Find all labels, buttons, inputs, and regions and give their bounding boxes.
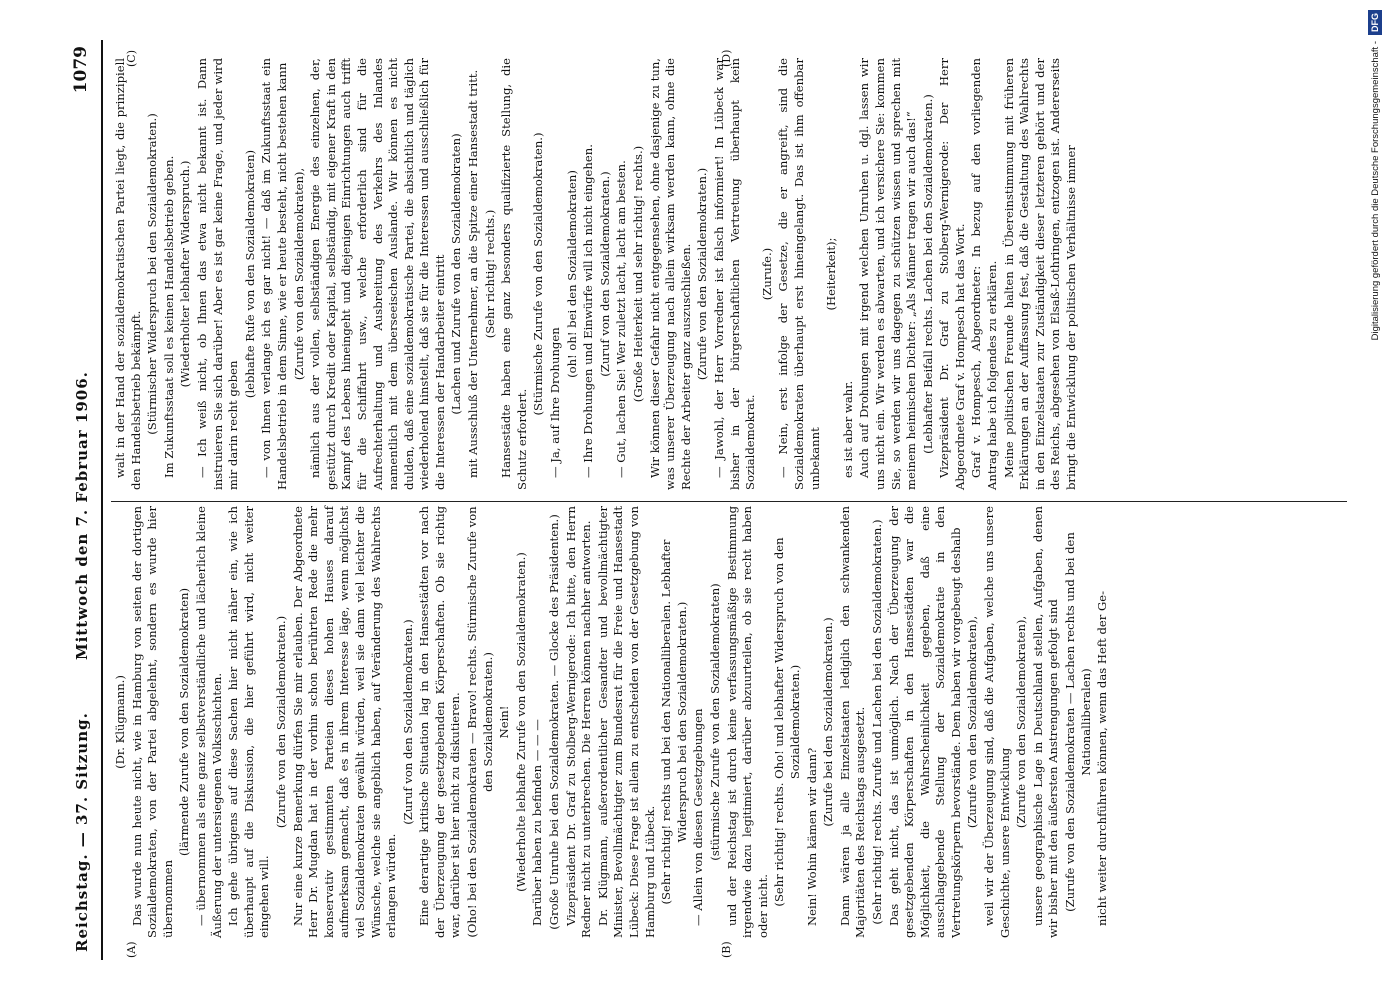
paragraph: (Große Heiterkeit und sehr richtig! rechts.) [631,145,645,403]
paragraph: (Zurufe von den Sozialdemokraten.) [695,167,710,381]
paragraph: weil wir der Überzeugung sind, daß die Aufgaben, welche uns unsere Geschichte, unsere Entwicklung [982,506,1012,938]
paragraph: (Zuruf von den Sozialdemokraten.) [597,171,612,377]
paragraph: Graf v. Hompesch, Abgeordneter: In bezug auf den vorliegenden Antrag habe ich folgendes zu erklären. [969,58,1000,490]
page-header [65,40,101,960]
paragraph: (Wiederholter lebhafter Widerspruch.) [178,160,193,388]
paragraph: es ist aber wahr. [840,380,855,478]
paragraph: (Stürmische Zurufe von den Sozialdemokraten.) [531,132,546,416]
paragraph: Nein! Wohin kämen wir dann? [804,747,819,926]
paragraph: — Ihre Drohungen und Einwürfe will ich nicht eingehen. [581,144,596,478]
sidebar-text: Digitalisierung gefördert durch die Deutsche Forschungsgemeinschaft - [1370,41,1381,341]
paragraph: (Zurufe.) [759,247,774,301]
paragraph: nicht weiter durchführen können, wenn das Heft der Ge- [1095,590,1110,926]
paragraph: Ich gehe übrigens auf diese Sachen hier nicht näher ein, wie ich überhaupt auf die Diskussion, die hier geführt wird, nicht weiter eingehen will. [226,506,272,938]
document-page [65,40,1355,960]
paragraph: (Heiterkeit); [824,237,839,311]
paragraph: — Allein von diesen Gesetzgebungen [691,708,706,926]
paragraph: Nur eine kurze Bemerkung dürfen Sie mir erlauben. Der Abgeordnete Herr Dr. Mugdan hat in der vorhin schon berührten Rede die mehr konservativ gestimmten Parteien dieses hohen Hauses darauf aufmerksam gemacht, daß es in ihrem Interesse läge, wenn möglichst viel Sozialdemokraten gewählt würden, weil sie dann viel leichter die Wünsche, welche sie angeblich haben, auf Veränderung des Wahlrechts erlangen würden. [290,506,399,938]
paragraph: Vizepräsident Dr. Graf zu Stolberg-Wernigerode: Der Herr Abgeordnete Graf v. Hompesch hat das Wort. [937,58,967,490]
paragraph: Hansestädte haben eine ganz besonders qualifizierte Stellung, die Schutz erfordert. [499,58,529,490]
paragraph: Nein! [497,705,512,739]
paragraph: (Sehr richtig! rechts und bei den Nationalliberalen. Lebhafter Widerspruch bei den Sozialdemokraten.) [659,539,689,905]
paragraph: mit Ausschluß der Unternehmer, an die Spitze einer Hansestadt tritt. [466,69,481,478]
paragraph: (Stürmischer Widerspruch bei den Sozialdemokraten.) [145,113,160,435]
paragraph: (Dr. Klügmann.) [113,675,127,769]
paragraph: Im Zukunftsstaat soll es keinen Handelsbetrieb geben. [161,155,176,478]
paragraph: (oh! oh! bei den Sozialdemokraten) [564,170,579,378]
paragraph: und der Reichstag ist durch keine verfassungsmäßige Bestimmung irgendwie dazu legitimiert, darüber abzuurteilen, ob sie recht haben oder nicht. [724,506,770,938]
right-column [113,58,1081,490]
paragraph: Vizepräsident Dr. Graf zu Stolberg-Wernigerode: Ich bitte, den Herrn Redner nicht zu unterbrechen. Die Herren können nachher antworten. [563,506,594,938]
paragraph: (Zuruf von den Sozialdemokraten.) [400,619,415,825]
paragraph: Darüber haben zu befinden — — — [530,719,545,926]
paragraph: (Sehr richtig! rechts. Zurufe und Lachen bei den Sozialdemokraten.) [869,519,884,925]
dfg-sidebar [1368,10,1382,990]
paragraph: (Zurufe von den Sozialdemokraten), [1014,615,1029,829]
column-divider [111,501,1347,502]
paragraph: Meine politischen Freunde halten in Übereinstimmung mit früheren Erklärungen an der Auffassung fest, daß die Gestaltung des Wahlrechts in den Einzelstaaten zur Zuständigkeit dieser letzteren gehört und der des Reichs, abgesehen von Elsaß-Lothringen, entzogen ist. Andererseits bringt die Entwicklung der politischen Verhältnisse immer [1001,58,1079,490]
paragraph: — Nein, erst infolge der Gesetze, die er angreift, sind die Sozialdemokraten überhaupt erst hineingelangt. Das ist ihm offenbar unbekannt [776,58,822,490]
paragraph: Wir können dieser Gefahr nicht entgegensehen, ohne dasjenige zu tun, was unserer Überzeugung nach allein wirksam werden kann, ohne die Rechte der Arbeiter ganz auszuschließen. [647,58,693,490]
paragraph: unsere geographische Lage in Deutschland stellen, Aufgaben, denen wir bisher mit den äußersten Anstrengungen gefolgt sind [1030,506,1061,938]
paragraph: Das geht nicht, das ist unmöglich. Nach der Überzeugung der gesetzgebenden Körperschaften in den Hansestädten war die Möglichkeit, die Wahrscheinlichkeit gegeben, daß eine ausschlaggebende Stellung der Sozialdemokratie in den Vertretungskörpern bevorstände. Dem haben wir vorgebeugt deshalb [886,506,963,938]
paragraph: Dr. Klügmann, außerordentlicher Gesandter und bevollmächtigter Minister, Bevollmächtigter zum Bundesrat für die Freie und Hansestadt Lübeck: Diese Frage ist allein zu entscheiden von der Gesetzgebung von Hamburg und Lübeck. [595,506,657,938]
paragraph: (Große Unruhe bei den Sozialdemokraten. — Glocke des Präsidenten.) [547,514,562,930]
paragraph: Dann wären ja alle Einzelstaaten lediglich den schwankenden Majoritäten des Reichstags ausgesetzt. [837,506,868,938]
paragraph: (stürmische Zurufe von den Sozialdemokraten) [707,583,722,861]
left-column [113,506,1112,938]
paragraph: Das wurde nun heute nicht, wie in Hamburg von seiten der dortigen Sozialdemokraten, von der Partei abgelehnt, sondern es wurde hier übernommen [129,506,175,938]
margin-mark-c: (C) [125,50,138,67]
paragraph: walt in der Hand der sozialdemokratischen Partei liegt, die prinzipiell den Handelsbetrieb bekämpft. [113,58,143,490]
paragraph: (Oho! bei den Sozialdemokraten — Bravo! rechts. Stürmische Zurufe von den Sozialdemokraten.) [465,506,495,938]
paragraph: — Ich weiß nicht, ob Ihnen das etwa nicht bekannt ist. Dann instruieren Sie sich darüber! Aber es ist gar keine Frage, und jeder wird mir darin recht geben [194,58,241,490]
paragraph: Auch auf Drohungen mit irgend welchen Unruhen u. dgl. lassen wir uns nicht ein. Wir werden es abwarten, und ich versichere Sie: kommen Sie, so werden wir uns dagegen zu schützen wissen und sprechen mit meinem heimischen Dichter: „Als Männer tragen wir auch das!“ [857,58,919,490]
paragraph: (Lebhafter Beifall rechts. Lachen bei den Sozialdemokraten.) [920,94,935,454]
paragraph: nämlich aus der vollen, selbständigen Energie des einzelnen, der, gestützt durch Kredit oder Kapital, selbständig, mit eigener Kraft in den Kampf des Lebens hineingeht und diejenigen Einrichtungen auch trifft für die Schiffahrt usw., welche erforderlich sind für die Aufrechterhaltung und Ausbreitung des Verkehrs des Inlandes namentlich mit dem überseeischen Auslande. Wir können es nicht dulden, daß eine sozialdemokratische Partei, die absichtlich und täglich wiederholend hinstellt, daß sie für die Interessen und ausschließlich für die Interessen der Handarbeiter eintritt [308,58,447,490]
paragraph: (Sehr richtig! rechts.) [482,209,497,339]
paragraph: — von Ihnen verlange ich es gar nicht! — daß im Zukunftsstaat ein Handelsbetrieb in dem Sinne, wie er heute besteht, nicht bestehen kann [259,58,289,490]
paragraph: Eine derartige kritische Situation lag in den Hansestädten vor nach der Überzeugung der gesetzgebenden Körperschaften. Ob sie richtig war, darüber ist hier nicht zu diskutieren. [417,506,463,938]
margin-mark-b: (B) [720,941,733,958]
paragraph: (lärmende Zurufe von den Sozialdemokraten) [177,587,192,857]
paragraph: (Zurufe von den Sozialdemokraten), [965,615,980,829]
paragraph: (Zurufe von den Sozialdemokraten.) [273,615,288,829]
paragraph: — Gut, lachen Sie! Wer zuletzt lacht, lacht am besten. [614,160,629,478]
header-left: Reichstag. — 37. Sitzung. [73,712,91,952]
margin-mark-a: (A) [125,941,138,958]
paragraph: — übernommen als eine ganz selbstverständliche und lächerlich kleine Äußerung der untersiegenen Volksschichten. [193,506,224,938]
dfg-logo: DFG [1368,10,1382,35]
paragraph: — Ja, auf Ihre Drohungen [548,327,563,478]
paragraph: (Lachen und Zurufe von den Sozialdemokraten) [449,133,464,415]
margin-mark-d: (D) [720,49,733,67]
paragraph: (lebhafte Rufe von den Sozialdemokraten) [242,149,257,399]
page-number: 1079 [71,46,91,94]
paragraph: (Zurufe bei den Sozialdemokraten.) [821,617,836,827]
header-date: Mittwoch den 7. Februar 1906. [73,371,91,660]
paragraph: (Zurufe von den Sozialdemokraten — Lachen rechts und bei den Nationalliberalen) [1063,532,1093,912]
paragraph: (Sehr richtig! rechts. Oho! und lebhafter Widerspruch von den Sozialdemokraten.) [772,537,802,907]
paragraph: — Jawohl, der Herr Vorredner ist falsch informiert! In Lübeck war bisher in der bürgerschaftlichen Vertretung überhaupt kein Sozialdemokrat. [711,58,758,490]
header-rule [101,40,103,960]
paragraph: (Zurufe von den Sozialdemokraten), [291,167,306,381]
paragraph: (Wiederholte lebhafte Zurufe von den Sozialdemokraten.) [513,552,528,892]
